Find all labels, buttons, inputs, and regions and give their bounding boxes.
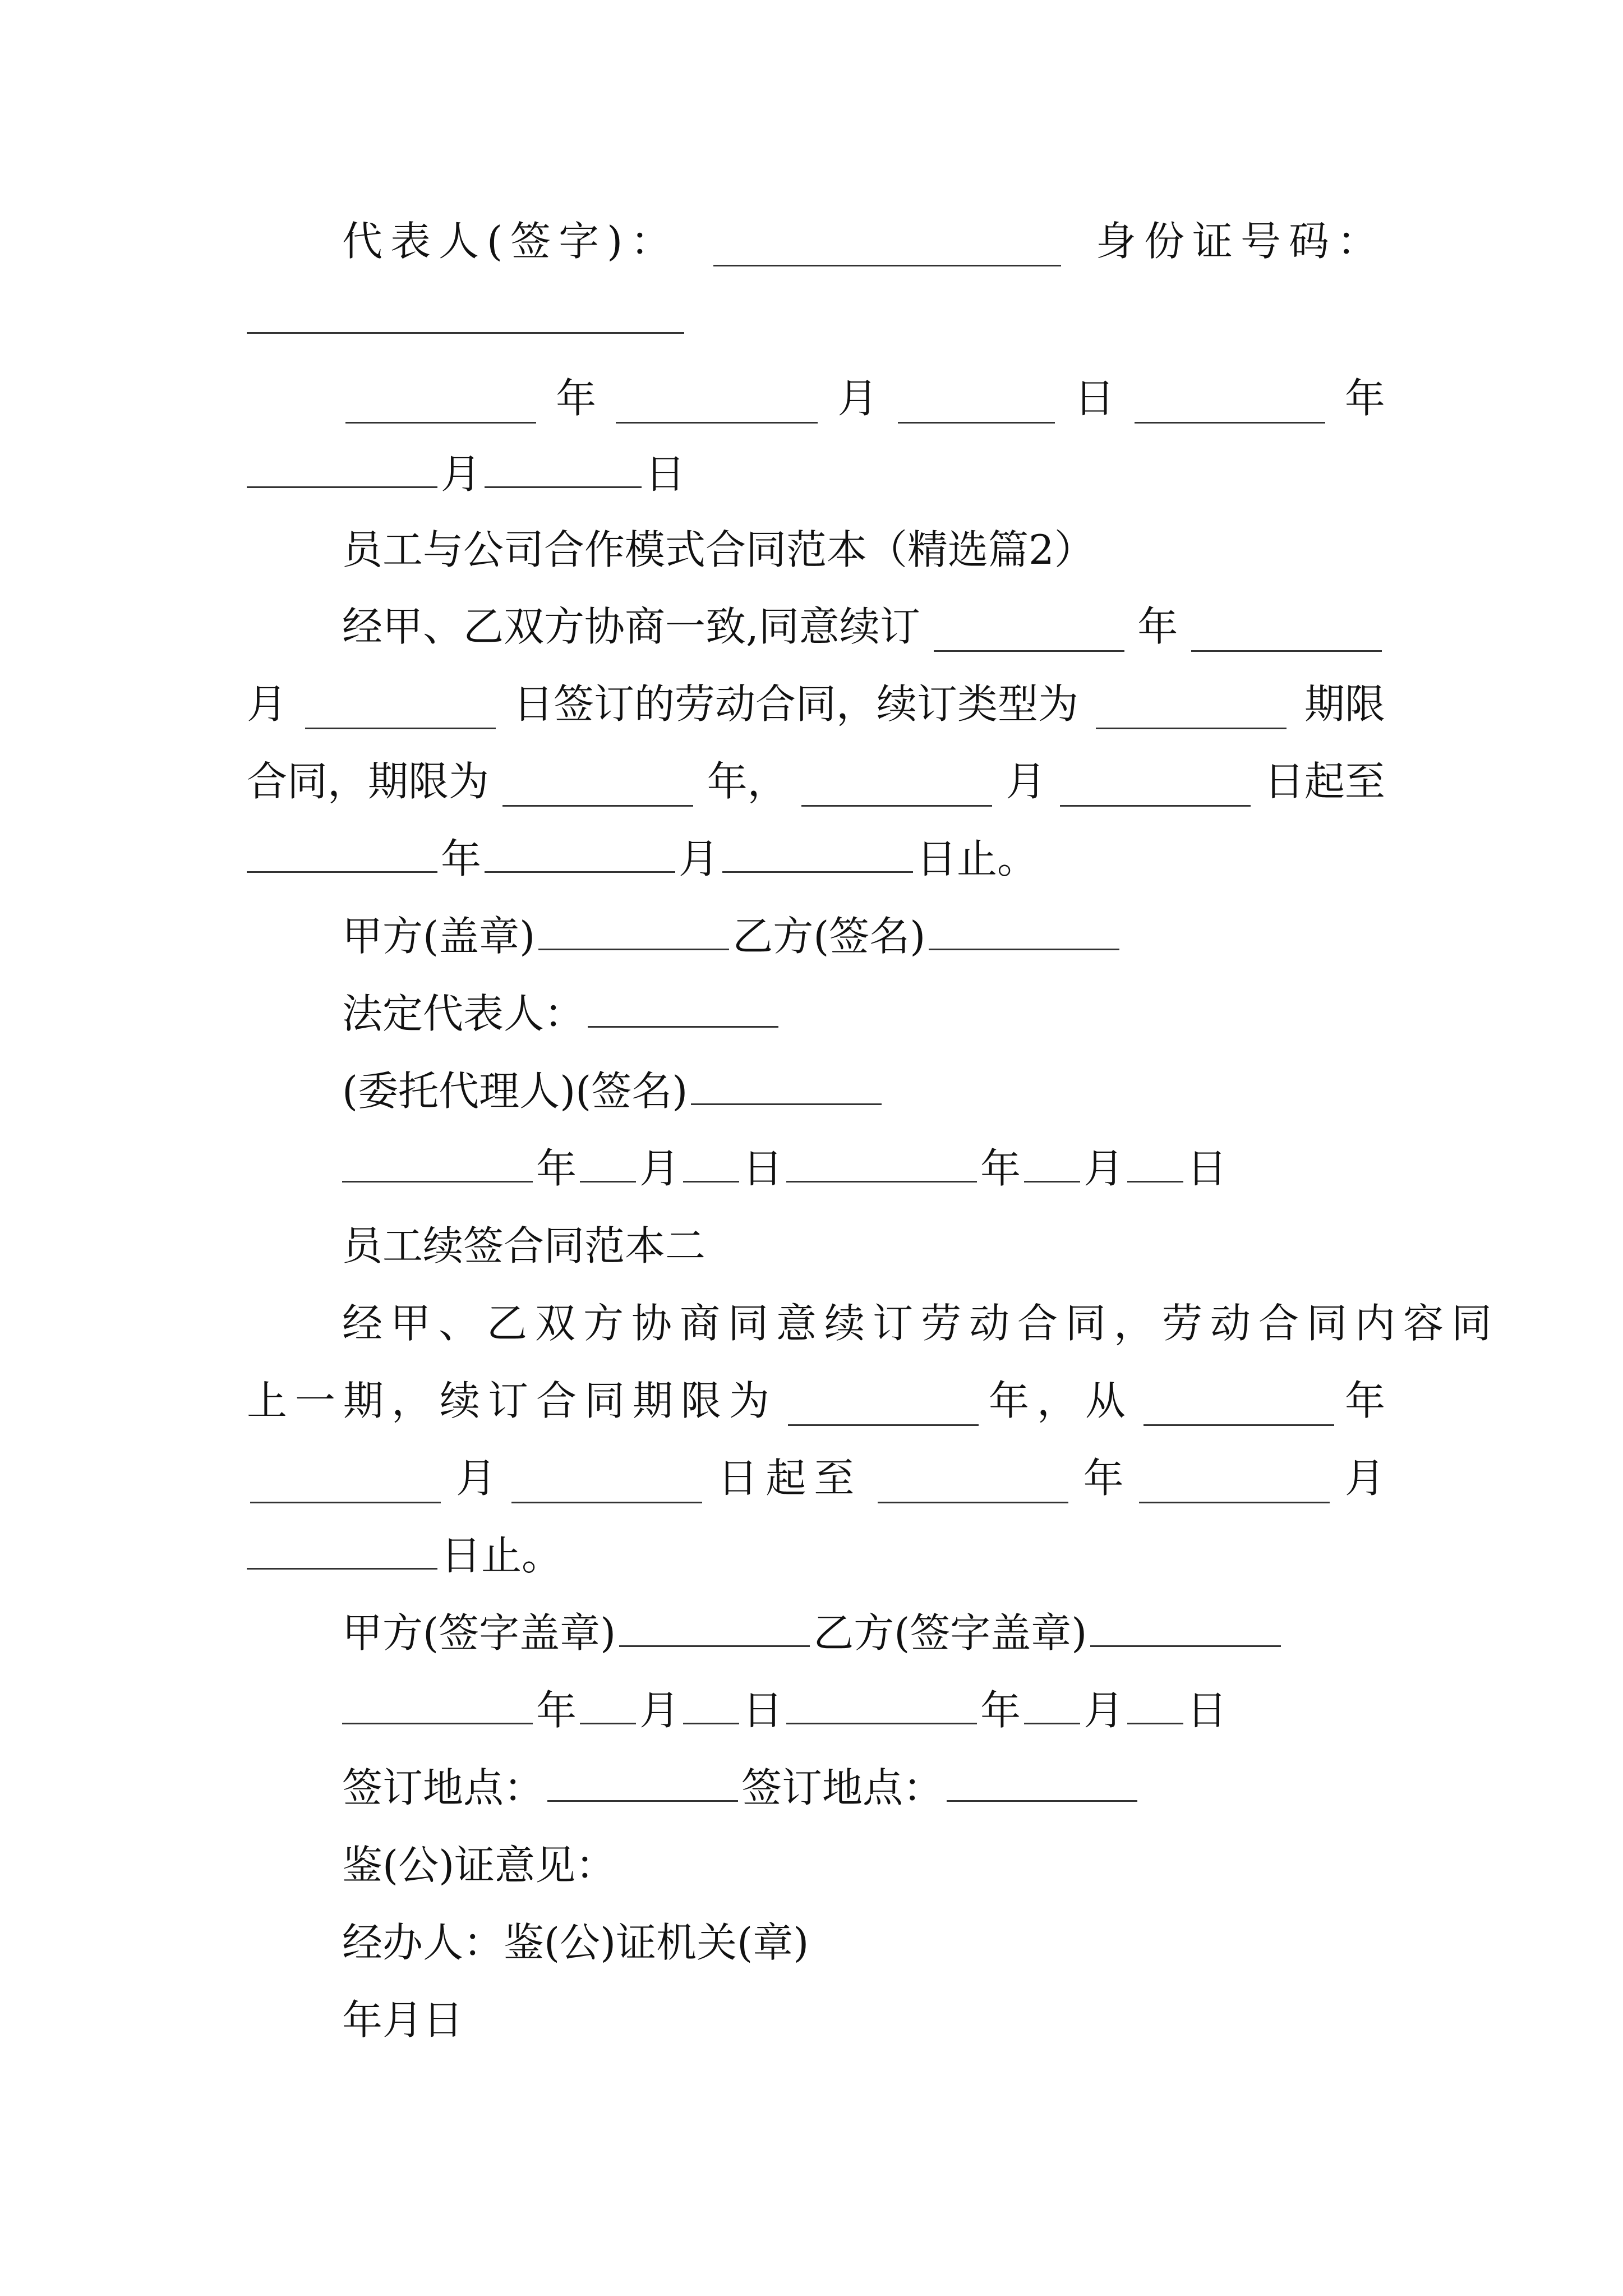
date-blank (511, 1470, 702, 1503)
date-blank (305, 696, 496, 729)
handler-line: 经办人：鉴(公)证机关(章) (342, 1919, 809, 1966)
notary-opinion: 鉴(公)证意见： (342, 1842, 616, 1889)
date-blank (1139, 1470, 1330, 1503)
year-label: 年 (980, 1687, 1021, 1734)
section-title: 员工续签合同范本二 (342, 1222, 706, 1269)
date-blank (247, 840, 437, 873)
date-blank (616, 390, 818, 424)
paragraph-text: 日起至 (1264, 758, 1385, 805)
paragraph-text: 年， (707, 758, 788, 805)
date-blank (683, 1149, 739, 1182)
date-blank (485, 455, 642, 488)
month-label: 月 (679, 835, 720, 882)
signing-place-line (247, 1763, 1385, 1813)
date-blank (786, 1149, 977, 1182)
paragraph-text: 日起至 (717, 1455, 863, 1502)
section-title: 员工与公司合作模式合同范本（精选篇2） (342, 526, 1095, 573)
date-blank (1060, 774, 1251, 807)
date-blank (342, 1149, 533, 1182)
date-blank (1191, 619, 1382, 652)
paragraph-text: 上一期，续订合同期限为 (247, 1377, 778, 1424)
day-label: 日 (1187, 1687, 1228, 1734)
date-blank (934, 619, 1124, 652)
year-label: 年 (1083, 1455, 1124, 1502)
paragraph-text: 期限 (1304, 680, 1385, 728)
year-label: 年 (1344, 375, 1385, 422)
signing-place-blank (947, 1769, 1137, 1802)
date-blank (1024, 1691, 1080, 1724)
month-label: 月 (456, 1455, 497, 1502)
date-blank (1127, 1691, 1183, 1724)
party-b-label: 乙方(签名) (732, 913, 926, 960)
paragraph-line (247, 1453, 1385, 1503)
paragraph-text: 年，从 (988, 1377, 1133, 1424)
date-blank (1144, 1393, 1334, 1426)
month-label: 月 (1344, 1455, 1385, 1502)
party-a-blank (538, 917, 729, 950)
paragraph-text: 合同，期限为 (247, 758, 490, 805)
year-label: 年 (536, 1145, 577, 1192)
paragraph-line (247, 1530, 1385, 1581)
day-label: 日 (645, 450, 686, 498)
rep-sign-line (247, 216, 1385, 266)
term-blank (788, 1393, 979, 1426)
paragraph-line (247, 601, 1385, 652)
party-a-label: 甲方(签字盖章) (342, 1609, 616, 1657)
date-blank (1127, 1149, 1183, 1182)
day-label: 日 (743, 1145, 783, 1192)
date-blank (345, 390, 536, 424)
date-blank (485, 840, 675, 873)
party-b-blank (1090, 1614, 1281, 1647)
legal-rep-line (247, 988, 1385, 1039)
paragraph-line (247, 1375, 1385, 1426)
rep-sign-blank (713, 233, 1061, 266)
month-label: 月 (639, 1145, 680, 1192)
party-a-label: 甲方(盖章) (342, 913, 536, 960)
month-label: 月 (247, 680, 288, 728)
month-label: 月 (639, 1687, 680, 1734)
day-label: 日 (1187, 1145, 1228, 1192)
date-blank (247, 455, 437, 488)
date-blank (722, 840, 913, 873)
date-blank (1024, 1149, 1080, 1182)
paragraph-text: 日止。 (916, 835, 1038, 882)
paragraph-text: 日签订的劳动合同，续订类型为 (513, 680, 1078, 728)
party-b-blank (929, 917, 1119, 950)
date-blank (247, 1536, 437, 1570)
party-a-blank (619, 1614, 810, 1647)
date-blank (898, 390, 1055, 424)
id-number-label: 身份证号码： (1095, 218, 1385, 265)
date-line-1 (247, 373, 1385, 424)
date-blank (801, 774, 992, 807)
month-label: 月 (1083, 1145, 1124, 1192)
agent-label: (委托代理人)(签名) (342, 1068, 688, 1115)
legal-rep-blank (588, 995, 778, 1028)
month-label: 月 (837, 375, 878, 422)
party-line (247, 1608, 1385, 1658)
date-line (247, 1685, 1385, 1736)
day-label: 日 (1074, 375, 1115, 422)
paragraph-text: 经甲、乙双方协商一致,同意续订 (342, 603, 920, 650)
party-b-label: 乙方(签字盖章) (813, 1609, 1087, 1657)
date-blank (878, 1470, 1068, 1503)
date-blank (250, 1470, 441, 1503)
paragraph-line (247, 1298, 1500, 1349)
id-number-blank (247, 301, 684, 334)
date-blank (502, 774, 693, 807)
month-label: 月 (1006, 758, 1046, 805)
paragraph-line (247, 834, 1385, 884)
date-text: 年月日 (342, 1996, 464, 2044)
date-blank (580, 1691, 636, 1724)
date-blank (1135, 390, 1325, 424)
id-number-line (247, 295, 1385, 345)
date-line-2 (247, 449, 1385, 499)
rep-sign-label: 代表人(签字)： (342, 218, 679, 265)
signing-place-label: 签订地点： (741, 1764, 944, 1811)
agent-blank (691, 1072, 882, 1105)
type-blank (1096, 696, 1287, 729)
paragraph-line (247, 679, 1385, 729)
year-label: 年 (441, 835, 482, 882)
day-label: 日 (743, 1687, 783, 1734)
date-blank (683, 1691, 739, 1724)
signing-place-label: 签订地点： (342, 1764, 545, 1811)
legal-rep-label: 法定代表人： (342, 990, 585, 1037)
date-blank (786, 1691, 977, 1724)
date-blank (342, 1691, 533, 1724)
year-label: 年 (1137, 603, 1178, 650)
agent-line (247, 1066, 1385, 1116)
paragraph-text: 日止。 (441, 1532, 562, 1579)
year-label: 年 (1344, 1377, 1385, 1424)
date-line (247, 1143, 1385, 1194)
signing-place-blank (547, 1769, 738, 1802)
date-blank (580, 1149, 636, 1182)
paragraph-text: 经甲、乙双方协商同意续订劳动合同，劳动合同内容同 (342, 1300, 1500, 1347)
month-label: 月 (441, 450, 482, 498)
paragraph-line (247, 756, 1385, 807)
month-label: 月 (1083, 1687, 1124, 1734)
year-label: 年 (536, 1687, 577, 1734)
year-label: 年 (556, 375, 597, 422)
party-line (247, 911, 1385, 961)
year-label: 年 (980, 1145, 1021, 1192)
